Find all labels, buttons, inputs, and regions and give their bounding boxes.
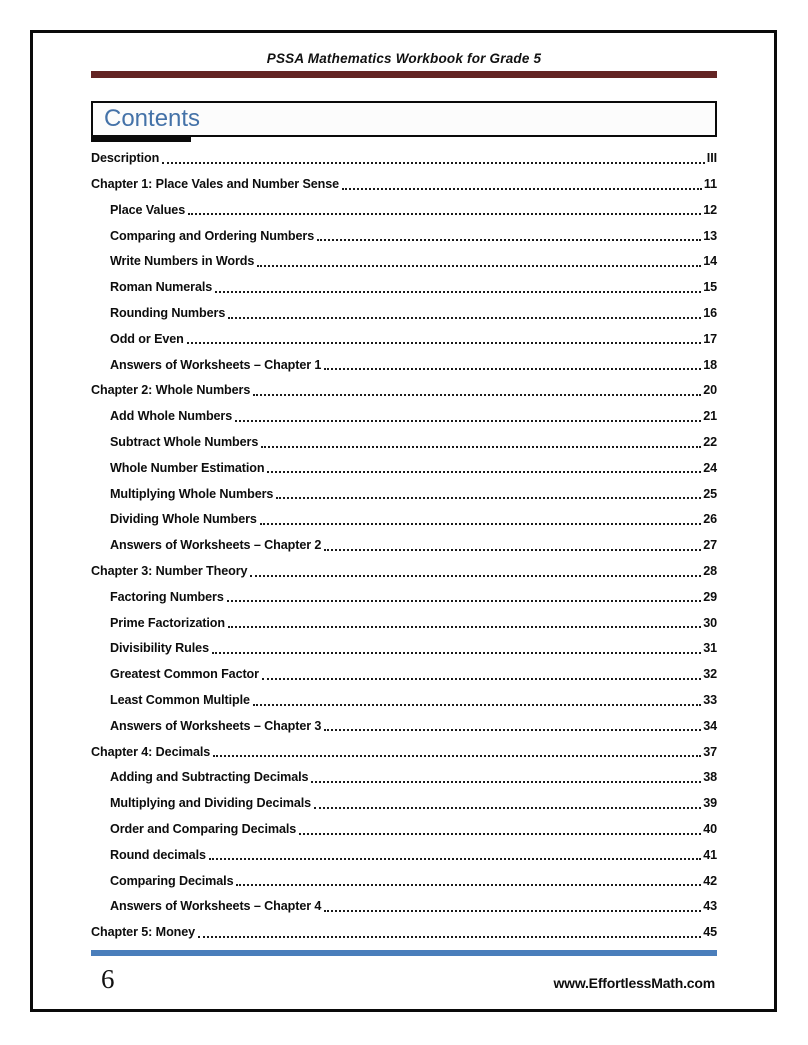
toc-entry-page: 28 <box>703 563 717 578</box>
toc-entry-label: Write Numbers in Words <box>110 254 255 269</box>
toc-dot-leader <box>188 213 701 215</box>
toc-entry-label: Round decimals <box>110 847 206 862</box>
toc-dot-leader <box>276 497 701 499</box>
page-footer <box>91 964 717 995</box>
toc-entry <box>91 375 717 401</box>
toc-dot-leader <box>228 317 701 319</box>
toc-entry-page: 29 <box>703 589 717 604</box>
toc-entry-page: 22 <box>703 434 717 449</box>
toc-entry-label: Multiplying and Dividing Decimals <box>110 796 312 811</box>
toc-entry <box>91 349 717 375</box>
toc-dot-leader <box>212 652 701 654</box>
toc-dot-leader <box>324 910 701 912</box>
toc-dot-leader <box>317 239 701 241</box>
toc-entry <box>91 530 717 556</box>
toc-entry <box>91 220 717 246</box>
page-content <box>33 33 774 995</box>
toc-entry <box>91 195 717 221</box>
toc-dot-leader <box>228 626 701 628</box>
toc-entry-label: Chapter 1: Place Vales and Number Sense <box>91 177 340 191</box>
toc-entry <box>91 865 717 891</box>
toc-entry-label: Order and Comparing Decimals <box>110 821 297 836</box>
toc-entry-label: Place Values <box>110 202 186 217</box>
toc-entry-page: III <box>706 151 717 166</box>
toc-dot-leader <box>209 858 701 860</box>
toc-dot-leader <box>215 291 701 293</box>
toc-entry <box>91 711 717 737</box>
toc-list <box>91 143 717 943</box>
toc-entry <box>91 917 717 943</box>
footer-website-text: www.EffortlessMath.com <box>553 974 715 991</box>
toc-entry-label: Answers of Worksheets – Chapter 3 <box>110 718 322 733</box>
toc-entry-label: Least Common Multiple <box>110 692 250 707</box>
toc-dot-leader <box>198 936 701 938</box>
toc-entry-page: 40 <box>703 821 717 836</box>
toc-dot-leader <box>235 420 701 422</box>
toc-entry-page: 21 <box>703 409 717 424</box>
contents-underline-bar <box>91 137 191 142</box>
toc-entry-page: 43 <box>703 899 717 914</box>
toc-dot-leader <box>299 833 701 835</box>
toc-entry-label: Rounding Numbers <box>110 305 226 320</box>
toc-entry-page: 38 <box>703 770 717 785</box>
toc-entry-page: 18 <box>703 357 717 372</box>
toc-entry <box>91 143 717 169</box>
toc-entry <box>91 169 717 195</box>
toc-entry <box>91 633 717 659</box>
toc-entry-label: Answers of Worksheets – Chapter 2 <box>110 538 322 553</box>
toc-entry <box>91 814 717 840</box>
toc-dot-leader <box>342 188 702 190</box>
toc-entry <box>91 762 717 788</box>
toc-entry <box>91 736 717 762</box>
toc-entry <box>91 556 717 582</box>
toc-entry <box>91 788 717 814</box>
toc-entry-label: Answers of Worksheets – Chapter 4 <box>110 899 322 914</box>
toc-entry-label: Chapter 3: Number Theory <box>91 563 248 578</box>
toc-entry-page: 42 <box>703 873 717 888</box>
toc-entry <box>91 607 717 633</box>
toc-dot-leader <box>250 575 701 577</box>
toc-entry-page: 37 <box>703 744 717 759</box>
toc-entry-page: 16 <box>703 305 717 320</box>
toc-entry <box>91 582 717 608</box>
toc-entry-label: Odd or Even <box>110 331 184 346</box>
toc-entry-page: 33 <box>703 692 717 707</box>
toc-entry-page: 45 <box>703 925 717 940</box>
toc-entry-label: Comparing Decimals <box>110 873 234 888</box>
footer-rule <box>91 950 717 956</box>
contents-heading-box <box>91 101 717 137</box>
toc-entry-label: Description <box>91 151 160 166</box>
toc-dot-leader <box>324 549 701 551</box>
toc-entry-page: 25 <box>703 486 717 501</box>
toc-entry-page: 11 <box>703 177 717 191</box>
toc-entry <box>91 504 717 530</box>
toc-dot-leader <box>314 807 701 809</box>
toc-entry-label: Greatest Common Factor <box>110 667 259 682</box>
toc-entry-page: 14 <box>703 254 717 269</box>
toc-dot-leader <box>324 729 701 731</box>
toc-entry-label: Prime Factorization <box>110 615 225 630</box>
toc-dot-leader <box>262 678 701 680</box>
toc-entry <box>91 659 717 685</box>
toc-entry-page: 13 <box>703 228 717 243</box>
toc-entry <box>91 891 717 917</box>
toc-dot-leader <box>324 368 701 370</box>
toc-entry <box>91 298 717 324</box>
toc-entry-page: 27 <box>703 538 717 553</box>
toc-entry-page: 41 <box>703 847 717 862</box>
toc-entry <box>91 324 717 350</box>
toc-entry-label: Dividing Whole Numbers <box>110 512 257 527</box>
toc-entry-label: Add Whole Numbers <box>110 409 233 424</box>
toc-dot-leader <box>253 394 701 396</box>
toc-entry <box>91 685 717 711</box>
toc-entry-page: 20 <box>703 383 717 398</box>
toc-entry-page: 24 <box>703 460 717 475</box>
toc-entry <box>91 401 717 427</box>
toc-dot-leader <box>187 342 701 344</box>
toc-entry-page: 30 <box>703 615 717 630</box>
toc-entry-label: Chapter 2: Whole Numbers <box>91 383 251 398</box>
header-rule <box>91 71 717 78</box>
toc-dot-leader <box>257 265 701 267</box>
toc-dot-leader <box>162 162 705 164</box>
toc-entry <box>91 840 717 866</box>
toc-entry-page: 12 <box>703 202 717 217</box>
book-title-header: PSSA Mathematics Workbook for Grade 5 <box>266 51 542 66</box>
toc-entry-page: 32 <box>703 667 717 682</box>
page-frame <box>30 30 777 1012</box>
toc-entry-label: Answers of Worksheets – Chapter 1 <box>110 357 322 372</box>
toc-dot-leader <box>227 600 701 602</box>
toc-dot-leader <box>253 704 701 706</box>
toc-entry-page: 39 <box>703 796 717 811</box>
toc-entry-label: Whole Number Estimation <box>110 460 265 475</box>
toc-entry <box>91 453 717 479</box>
toc-entry <box>91 272 717 298</box>
toc-dot-leader <box>267 471 701 473</box>
toc-entry <box>91 246 717 272</box>
toc-entry-page: 17 <box>703 331 717 346</box>
toc-entry-label: Subtract Whole Numbers <box>110 434 259 449</box>
toc-entry <box>91 478 717 504</box>
toc-entry-label: Chapter 5: Money <box>91 925 196 940</box>
toc-entry-label: Adding and Subtracting Decimals <box>110 770 309 785</box>
toc-entry-page: 15 <box>703 280 717 295</box>
toc-entry-label: Divisibility Rules <box>110 641 209 656</box>
toc-entry-label: Chapter 4: Decimals <box>91 744 211 759</box>
toc-entry <box>91 427 717 453</box>
toc-entry-label: Factoring Numbers <box>110 589 224 604</box>
toc-entry-label: Comparing and Ordering Numbers <box>110 228 315 243</box>
footer-page-number: 6 <box>101 963 115 994</box>
toc-dot-leader <box>236 884 701 886</box>
toc-dot-leader <box>213 755 701 757</box>
toc-dot-leader <box>260 523 701 525</box>
toc-dot-leader <box>311 781 701 783</box>
toc-entry-label: Roman Numerals <box>110 280 213 295</box>
toc-entry-page: 26 <box>703 512 717 527</box>
toc-entry-label: Multiplying Whole Numbers <box>110 486 274 501</box>
toc-dot-leader <box>261 446 701 448</box>
toc-entry-page: 31 <box>703 641 717 656</box>
contents-heading: Contents <box>104 105 201 132</box>
toc-entry-page: 34 <box>703 718 717 733</box>
